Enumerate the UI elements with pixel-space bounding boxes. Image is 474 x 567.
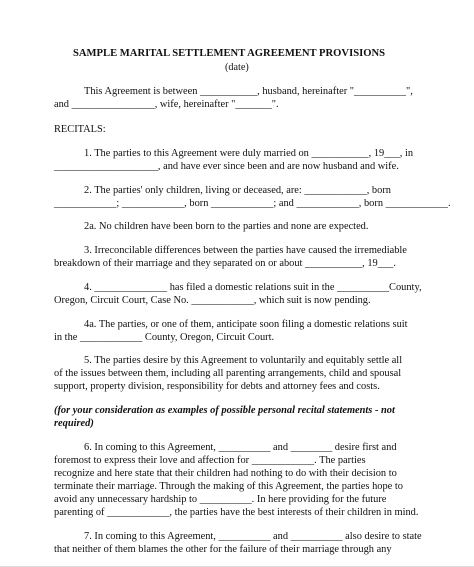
recital-1-line-1: 1. The parties to this Agreement were duly married on ___________, 19___, in [84, 148, 414, 159]
recital-6-line-3: recognize and here state that their children had nothing to do with their decision to [54, 468, 397, 479]
recital-1-line-2: ____________________, and have ever since been and are now husband and wife. [54, 161, 399, 172]
recitals-heading: RECITALS: [54, 124, 106, 135]
recital-5-line-2: of the issues between them, including all parenting arrangements, child and spousal [54, 368, 402, 379]
recital-4a-line-1: 4a. The parties, or one of them, anticipate soon filing a domestic relations suit [84, 319, 408, 330]
recital-2-line-1: 2. The parties' only children, living or deceased, are: ____________, born [84, 185, 391, 196]
recital-4-line-1: 4. ______________ has filed a domestic relations suit in the __________County, [84, 282, 422, 293]
recital-4-line-2: Oregon, Circuit Court, Case No. ____________, which suit is now pending. [54, 295, 371, 306]
recital-2-line-2: ____________; ____________, born ____________; and ____________, born ____________. [54, 198, 451, 209]
intro-line-2: and ________________, wife, hereinafter "_______". [54, 99, 279, 110]
recital-3-line-1: 3. Irreconcilable differences between the parties have caused the irremediable [84, 245, 407, 256]
recital-7-line-2: that neither of them blames the other for the failure of their marriage through any [54, 544, 392, 555]
document-title: SAMPLE MARITAL SETTLEMENT AGREEMENT PROVISIONS [73, 48, 385, 59]
recital-3-line-2: breakdown of their marriage and they separated on or about ___________, 19___. [54, 258, 396, 269]
recital-7-line-1: 7. In coming to this Agreement, __________ and __________ also desire to state [84, 531, 422, 542]
recital-5-line-3: support, property division, responsibility for debts and attorney fees and costs. [54, 381, 380, 392]
recital-6-line-5: avoid any unnecessary hardship to __________. In here providing for the future [54, 494, 387, 505]
note-line-2: required) [54, 418, 94, 429]
recital-5-line-1: 5. The parties desire by this Agreement to voluntarily and equitably settle all [84, 355, 403, 366]
date-label: (date) [225, 62, 249, 73]
note-line-1: (for your consideration as examples of possible personal recital statements - not [54, 405, 395, 416]
recital-6-line-6: parenting of ____________, the parties have the best interests of their children in mind. [54, 507, 419, 518]
recital-2a-line-1: 2a. No children have been born to the parties and none are expected. [84, 221, 369, 232]
recital-4a-line-2: in the ____________ County, Oregon, Circuit Court. [54, 332, 275, 343]
recital-6-line-4: terminate their marriage. Through the making of this Agreement, the parties hope to [54, 481, 403, 492]
recital-6-line-2: foremost to express their love and affection for ____________. The parties [54, 455, 366, 466]
intro-line-1: This Agreement is between ___________, husband, hereinafter "__________", [84, 86, 413, 97]
recital-6-line-1: 6. In coming to this Agreement, __________ and ________ desire first and [84, 442, 397, 453]
